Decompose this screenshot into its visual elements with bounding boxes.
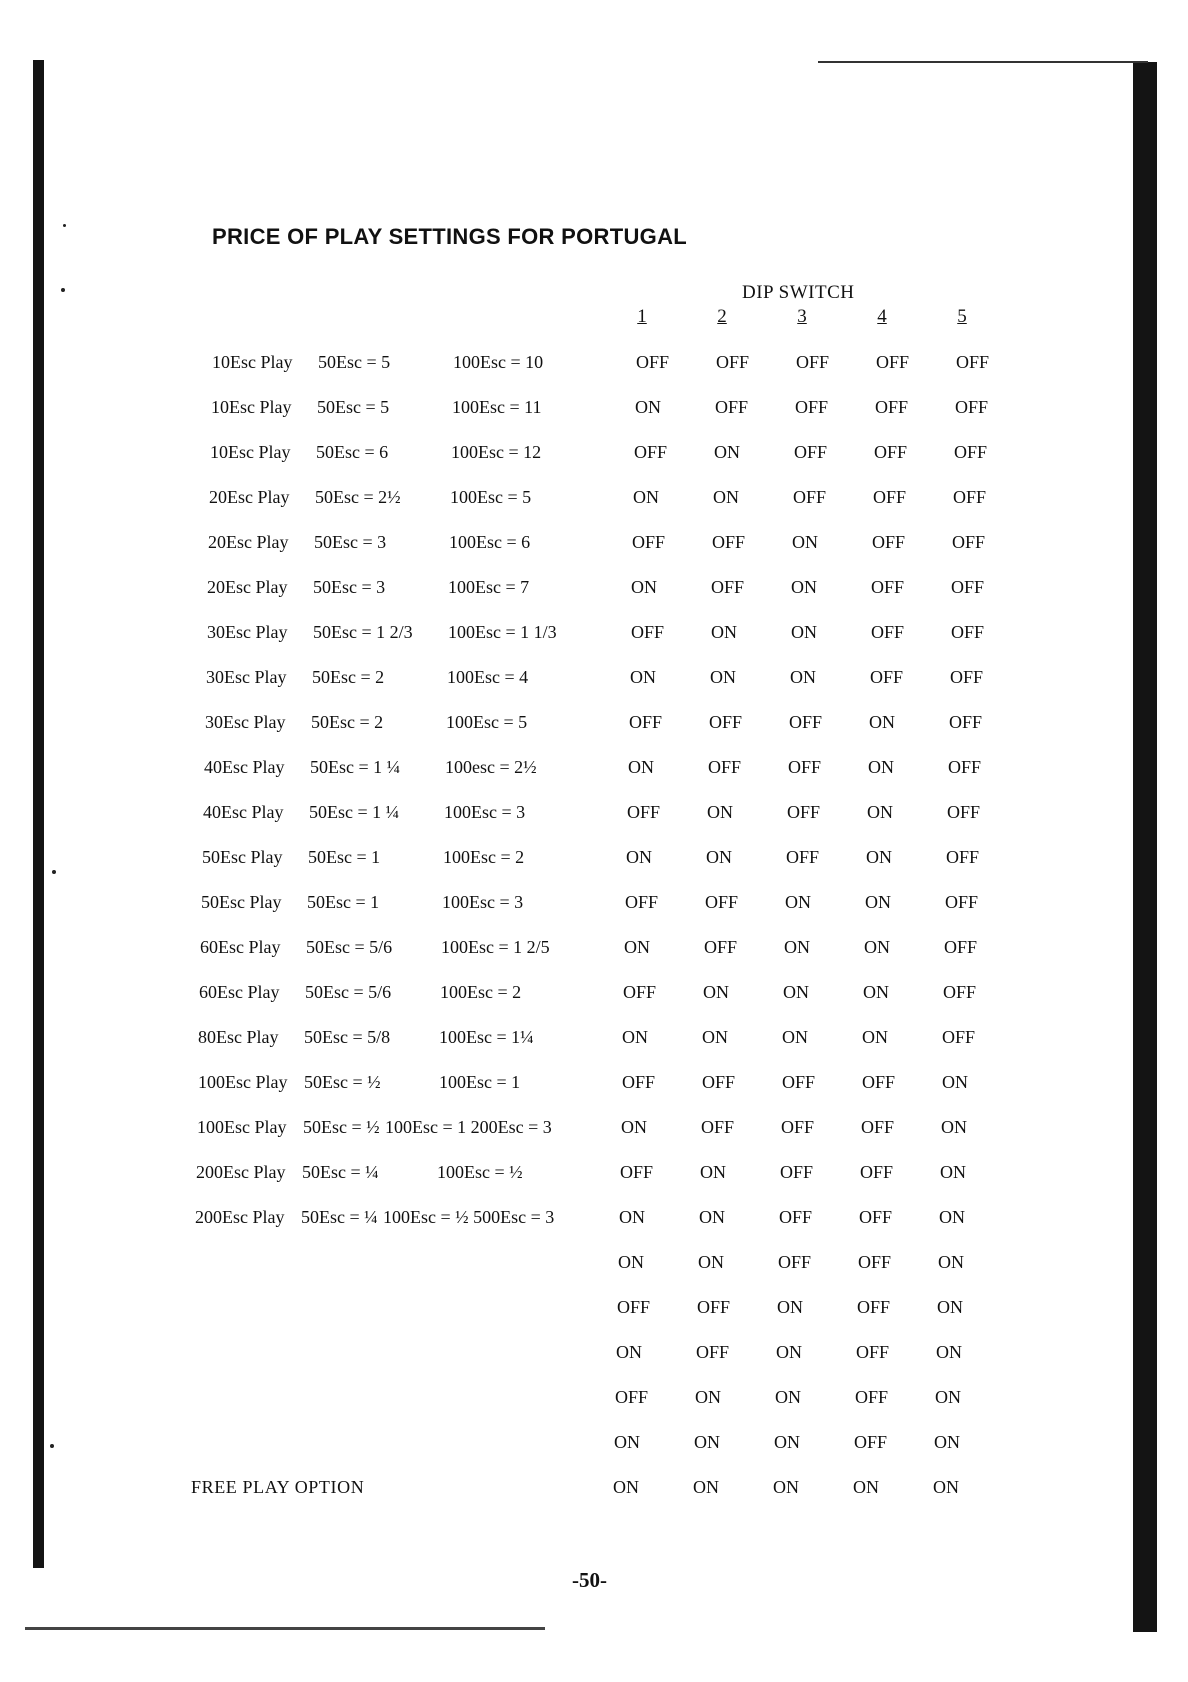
switch-3-state: ON: [791, 622, 817, 642]
switch-1-state: ON: [626, 847, 652, 867]
switch-4-state: ON: [865, 892, 891, 912]
switch-5-state: OFF: [951, 622, 985, 642]
switch-3-state: ON: [773, 1477, 799, 1497]
play-cost-cell: 200Esc Play: [196, 1162, 286, 1182]
coin-100-cell: 100Esc = 2: [443, 847, 525, 867]
switch-3-state: OFF: [782, 1072, 816, 1092]
table-row: [0, 532, 1188, 562]
switch-3-state: OFF: [794, 442, 828, 462]
play-cost-cell: 80Esc Play: [198, 1027, 279, 1047]
play-cost-cell: 100Esc Play: [197, 1117, 287, 1137]
coin-50-cell: 50Esc = 5: [317, 397, 390, 417]
play-cost-cell: 30Esc Play: [206, 667, 287, 687]
switch-1-state: ON: [622, 1027, 648, 1047]
switch-5-state: OFF: [947, 802, 981, 822]
switch-number-4: 4: [877, 306, 887, 327]
switch-2-state: ON: [713, 487, 739, 507]
switch-1-state: OFF: [622, 1072, 656, 1092]
switch-1-state: ON: [613, 1477, 639, 1497]
switch-4-state: ON: [869, 712, 895, 732]
switch-1-state: ON: [635, 397, 661, 417]
switch-1-state: OFF: [636, 352, 670, 372]
switch-5-state: ON: [940, 1162, 966, 1182]
switch-5-state: ON: [934, 1432, 960, 1452]
coin-100-cell: 100Esc = ½: [437, 1162, 523, 1182]
switch-4-state: OFF: [860, 1162, 894, 1182]
coin-100-cell: 100Esc = 2: [440, 982, 522, 1002]
table-row: [0, 1027, 1188, 1057]
switch-5-state: OFF: [946, 847, 980, 867]
table-row: [0, 1117, 1188, 1147]
coin-100-cell: 100Esc = 10: [453, 352, 544, 372]
switch-1-state: OFF: [617, 1297, 651, 1317]
switch-2-state: OFF: [701, 1117, 735, 1137]
table-row: [0, 982, 1188, 1012]
table-row: [0, 937, 1188, 967]
switch-number-3: 3: [797, 306, 807, 327]
switch-2-state: ON: [714, 442, 740, 462]
switch-2-state: ON: [693, 1477, 719, 1497]
switch-5-state: ON: [937, 1297, 963, 1317]
play-cost-cell: 60Esc Play: [200, 937, 281, 957]
switch-3-state: ON: [776, 1342, 802, 1362]
table-row: [0, 1072, 1188, 1102]
coin-100-cell: 100Esc = 5: [450, 487, 532, 507]
switch-3-state: OFF: [788, 757, 822, 777]
play-cost-cell: 50Esc Play: [201, 892, 282, 912]
switch-5-state: OFF: [944, 937, 978, 957]
coin-50-cell: 50Esc = 1: [307, 892, 380, 912]
coin-100-cell: 100Esc = 3: [444, 802, 526, 822]
switch-2-state: ON: [695, 1387, 721, 1407]
page-title: PRICE OF PLAY SETTINGS FOR PORTUGAL: [212, 224, 687, 249]
scan-line-top: [818, 61, 1148, 63]
switch-3-state: ON: [782, 1027, 808, 1047]
switch-1-state: OFF: [625, 892, 659, 912]
switch-2-state: ON: [711, 622, 737, 642]
table-row: [0, 487, 1188, 517]
switch-3-state: ON: [785, 892, 811, 912]
switch-1-state: OFF: [634, 442, 668, 462]
switch-3-state: OFF: [779, 1207, 813, 1227]
switch-5-state: ON: [938, 1252, 964, 1272]
switch-1-state: ON: [633, 487, 659, 507]
switch-2-state: ON: [698, 1252, 724, 1272]
play-cost-cell: 10Esc Play: [211, 397, 292, 417]
switch-3-state: ON: [777, 1297, 803, 1317]
switch-3-state: ON: [792, 532, 818, 552]
switch-4-state: OFF: [876, 352, 910, 372]
switch-2-state: OFF: [711, 577, 745, 597]
play-cost-cell: 20Esc Play: [209, 487, 290, 507]
switch-1-state: ON: [621, 1117, 647, 1137]
switch-5-state: OFF: [952, 532, 986, 552]
switch-4-state: OFF: [859, 1207, 893, 1227]
table-row: [0, 577, 1188, 607]
table-row: [0, 667, 1188, 697]
switch-3-state: OFF: [786, 847, 820, 867]
coin-50-cell: 50Esc = 1 ¼: [309, 802, 400, 822]
switch-3-state: ON: [784, 937, 810, 957]
switch-4-state: ON: [867, 802, 893, 822]
coin-50-cell: 50Esc = ¼: [302, 1162, 379, 1182]
table-row: [0, 802, 1188, 832]
coin-50-cell: 50Esc = 1 ¼: [310, 757, 401, 777]
switch-1-state: ON: [619, 1207, 645, 1227]
coin-100-cell: 100Esc = 1: [439, 1072, 521, 1092]
play-cost-cell: 200Esc Play: [195, 1207, 285, 1227]
play-cost-cell: 40Esc Play: [204, 757, 285, 777]
coin-50-cell: 50Esc = ¼: [301, 1207, 378, 1227]
scan-line-bottom: [25, 1627, 545, 1630]
switch-2-state: OFF: [702, 1072, 736, 1092]
switch-2-state: OFF: [697, 1297, 731, 1317]
switch-3-state: OFF: [793, 487, 827, 507]
table-row: [0, 892, 1188, 922]
coin-50-cell: 50Esc = 2½: [315, 487, 401, 507]
switch-number-2: 2: [717, 306, 727, 327]
switch-5-state: OFF: [951, 577, 985, 597]
coin-50-cell: 50Esc = 3: [314, 532, 387, 552]
coin-50-cell: 50Esc = 1: [308, 847, 381, 867]
switch-5-state: OFF: [945, 892, 979, 912]
play-cost-cell: 10Esc Play: [210, 442, 291, 462]
coin-50-cell: 50Esc = 5/6: [306, 937, 393, 957]
switch-2-state: ON: [699, 1207, 725, 1227]
scan-speck: [61, 288, 65, 292]
table-row: [0, 1162, 1188, 1192]
switch-number-5: 5: [957, 306, 967, 327]
switch-5-state: OFF: [943, 982, 977, 1002]
coin-100-cell: 100Esc = 12: [451, 442, 542, 462]
coin-50-cell: 50Esc = 6: [316, 442, 389, 462]
table-row: [0, 397, 1188, 427]
switch-1-state: OFF: [627, 802, 661, 822]
coin-50-cell: 50Esc = 5/8: [304, 1027, 391, 1047]
table-row: [0, 847, 1188, 877]
switch-3-state: ON: [790, 667, 816, 687]
switch-2-state: ON: [700, 1162, 726, 1182]
play-cost-cell: 40Esc Play: [203, 802, 284, 822]
switch-1-state: OFF: [620, 1162, 654, 1182]
switch-1-state: OFF: [615, 1387, 649, 1407]
table-row: [0, 1207, 1188, 1237]
switch-3-state: OFF: [781, 1117, 815, 1137]
switch-2-state: OFF: [715, 397, 749, 417]
coin-100-cell: 100Esc = 1 2/5: [441, 937, 550, 957]
switch-3-state: ON: [783, 982, 809, 1002]
switch-4-state: OFF: [862, 1072, 896, 1092]
play-cost-cell: 60Esc Play: [199, 982, 280, 1002]
switch-4-state: ON: [866, 847, 892, 867]
switch-1-state: ON: [614, 1432, 640, 1452]
table-row: [0, 1477, 1188, 1507]
coin-50-cell: 50Esc = 5/6: [305, 982, 392, 1002]
switch-5-state: OFF: [955, 397, 989, 417]
switch-4-state: ON: [864, 937, 890, 957]
switch-5-state: OFF: [953, 487, 987, 507]
coin-100-cell: 100Esc = 6: [449, 532, 531, 552]
switch-2-state: ON: [707, 802, 733, 822]
coin-100-cell: 100Esc = ½ 500Esc = 3: [383, 1207, 555, 1227]
switch-2-state: ON: [710, 667, 736, 687]
play-cost-cell: 50Esc Play: [202, 847, 283, 867]
play-cost-cell: 100Esc Play: [198, 1072, 288, 1092]
coin-50-cell: 50Esc = 2: [311, 712, 384, 732]
coin-100-cell: 100Esc = 1 1/3: [448, 622, 557, 642]
switch-4-state: OFF: [861, 1117, 895, 1137]
coin-100-cell: 100Esc = 3: [442, 892, 524, 912]
switch-4-state: OFF: [875, 397, 909, 417]
switch-3-state: OFF: [778, 1252, 812, 1272]
coin-100-cell: 100Esc = 5: [446, 712, 528, 732]
switch-4-state: OFF: [874, 442, 908, 462]
switch-1-state: ON: [624, 937, 650, 957]
switch-3-state: OFF: [796, 352, 830, 372]
table-row: [0, 1387, 1188, 1417]
switch-2-state: OFF: [712, 532, 746, 552]
switch-3-state: OFF: [789, 712, 823, 732]
coin-50-cell: 50Esc = ½: [304, 1072, 381, 1092]
switch-3-state: ON: [774, 1432, 800, 1452]
switch-2-state: ON: [706, 847, 732, 867]
switch-4-state: ON: [853, 1477, 879, 1497]
switch-1-state: OFF: [632, 532, 666, 552]
switch-5-state: ON: [933, 1477, 959, 1497]
switch-1-state: OFF: [623, 982, 657, 1002]
switch-4-state: OFF: [857, 1297, 891, 1317]
switch-3-state: OFF: [795, 397, 829, 417]
page-number: -50-: [572, 1568, 607, 1592]
coin-100-cell: 100Esc = 11: [452, 397, 542, 417]
switch-3-state: ON: [791, 577, 817, 597]
switch-2-state: OFF: [716, 352, 750, 372]
table-row: [0, 757, 1188, 787]
switch-5-state: ON: [936, 1342, 962, 1362]
switch-5-state: OFF: [949, 712, 983, 732]
scan-speck: [63, 224, 66, 227]
coin-100-cell: 100esc = 2½: [445, 757, 537, 777]
switch-number-1: 1: [637, 306, 647, 327]
switch-1-state: ON: [616, 1342, 642, 1362]
table-row: [0, 442, 1188, 472]
table-row: [0, 1432, 1188, 1462]
play-cost-cell: 30Esc Play: [205, 712, 286, 732]
play-cost-cell: 30Esc Play: [207, 622, 288, 642]
switch-5-state: OFF: [948, 757, 982, 777]
switch-4-state: OFF: [871, 577, 905, 597]
switch-1-state: ON: [630, 667, 656, 687]
table-row: [0, 622, 1188, 652]
switch-2-state: ON: [703, 982, 729, 1002]
switch-4-state: OFF: [870, 667, 904, 687]
switch-4-state: ON: [863, 982, 889, 1002]
switch-4-state: OFF: [854, 1432, 888, 1452]
switch-5-state: ON: [935, 1387, 961, 1407]
switch-5-state: OFF: [956, 352, 990, 372]
coin-50-cell: 50Esc = 2: [312, 667, 385, 687]
switch-5-state: ON: [942, 1072, 968, 1092]
dip-switch-heading: DIP SWITCH: [742, 282, 855, 303]
coin-100-cell: 100Esc = 7: [448, 577, 530, 597]
switch-2-state: ON: [694, 1432, 720, 1452]
switch-5-state: ON: [941, 1117, 967, 1137]
switch-2-state: OFF: [709, 712, 743, 732]
coin-50-cell: 50Esc = 3: [313, 577, 386, 597]
switch-2-state: OFF: [705, 892, 739, 912]
table-row: [0, 1297, 1188, 1327]
table-row: [0, 712, 1188, 742]
switch-5-state: OFF: [942, 1027, 976, 1047]
switch-5-state: OFF: [950, 667, 984, 687]
switch-1-state: ON: [628, 757, 654, 777]
switch-1-state: ON: [618, 1252, 644, 1272]
switch-3-state: OFF: [780, 1162, 814, 1182]
switch-4-state: OFF: [855, 1387, 889, 1407]
play-cost-cell: 10Esc Play: [212, 352, 293, 372]
free-play-option-label: FREE PLAY OPTION: [191, 1477, 365, 1497]
switch-2-state: OFF: [704, 937, 738, 957]
coin-100-cell: 100Esc = 4: [447, 667, 529, 687]
switch-3-state: OFF: [787, 802, 821, 822]
switch-4-state: OFF: [858, 1252, 892, 1272]
coin-50-cell: 50Esc = ½: [303, 1117, 380, 1137]
switch-5-state: ON: [939, 1207, 965, 1227]
switch-4-state: OFF: [872, 532, 906, 552]
coin-50-cell: 50Esc = 1 2/3: [313, 622, 413, 642]
switch-2-state: ON: [702, 1027, 728, 1047]
switch-5-state: OFF: [954, 442, 988, 462]
coin-100-cell: 100Esc = 1¼: [439, 1027, 534, 1047]
switch-2-state: OFF: [708, 757, 742, 777]
switch-4-state: ON: [862, 1027, 888, 1047]
switch-1-state: OFF: [629, 712, 663, 732]
coin-50-cell: 50Esc = 5: [318, 352, 391, 372]
switch-3-state: ON: [775, 1387, 801, 1407]
switch-1-state: ON: [631, 577, 657, 597]
switch-4-state: ON: [868, 757, 894, 777]
switch-2-state: OFF: [696, 1342, 730, 1362]
switch-4-state: OFF: [871, 622, 905, 642]
switch-4-state: OFF: [873, 487, 907, 507]
table-row: [0, 352, 1188, 382]
switch-1-state: OFF: [631, 622, 665, 642]
play-cost-cell: 20Esc Play: [208, 532, 289, 552]
table-row: [0, 1342, 1188, 1372]
coin-100-cell: 100Esc = 1 200Esc = 3: [385, 1117, 552, 1137]
play-cost-cell: 20Esc Play: [207, 577, 288, 597]
switch-4-state: OFF: [856, 1342, 890, 1362]
table-row: [0, 1252, 1188, 1282]
